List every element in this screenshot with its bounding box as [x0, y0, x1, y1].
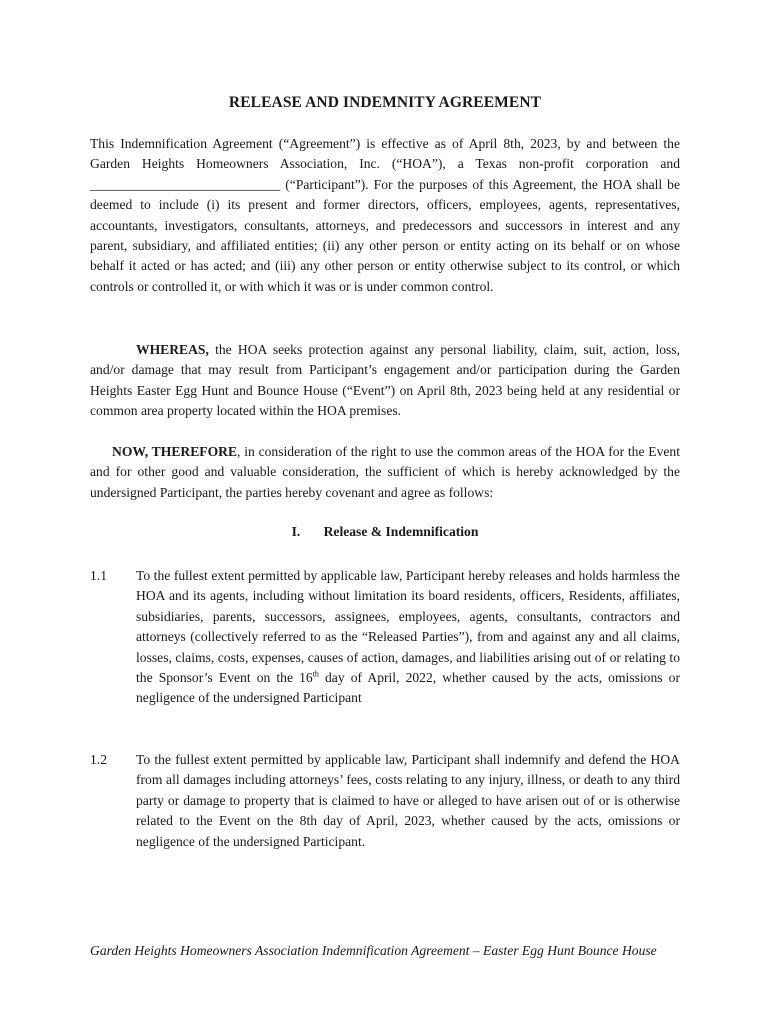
ordinal-suffix: th	[312, 669, 319, 679]
whereas-lead: WHEREAS,	[136, 342, 209, 357]
section-heading	[90, 524, 680, 540]
therefore-paragraph	[90, 442, 680, 503]
item-text	[136, 566, 680, 709]
page-footer: Garden Heights Homeowners Association Indemnification Agreement – Easter Egg Hunt Bounce House	[90, 943, 657, 958]
whereas-paragraph	[90, 340, 680, 422]
section-number: I.	[291, 524, 301, 539]
item-text-part: To the fullest extent permitted by applicable law, Participant hereby releases and holds harmless the HOA and its agents, including without limitation its board residents, officers, Residents, affiliates, subsidiaries, parents, successors, assignees, employees, agents, consultants, contractors and attorneys (collectively referred to as the “Released Parties”), from and against any and all claims, losses, claims, costs, expenses, causes of action, damages, and liabilities arising out of or relating to the Sponsor’s Event on the 16	[136, 568, 680, 686]
item-text-part: day of April, 2022, whether caused by the acts, omissions or negligence of the undersigned Participant	[136, 670, 680, 706]
therefore-text: , in consideration of the right to use the common areas of the HOA for the Event and for other good and valuable consideration, the sufficient of which is hereby acknowledged by the undersigned Participant, the parties hereby covenant and agree as follows:	[90, 444, 680, 500]
section-title: Release & Indemnification	[323, 524, 479, 539]
item-number: 1.2	[90, 752, 107, 767]
whereas-text: the HOA seeks protection against any personal liability, claim, suit, action, loss, and/or damage that may result from Participant’s engagement and/or participation during the Garden Heights Easter Egg Hunt and Bounce House (“Event”) on April 8th, 2023 being held at any residential or common area property located within the HOA premises.	[90, 342, 680, 419]
document-title: RELEASE AND INDEMNITY AGREEMENT	[228, 94, 542, 111]
item-text: To the fullest extent permitted by applicable law, Participant shall indemnify and defend the HOA from all damages including attorneys’ fees, costs relating to any injury, illness, or death to any third party or damage to property that is claimed to have or alleged to have arisen out of or is otherwise related to the Event on the 8th day of April, 2023, whether caused by the acts, omissions or negligence of the undersigned Participant.	[136, 752, 680, 849]
item-number: 1.1	[90, 568, 107, 583]
therefore-lead: NOW, THEREFORE	[112, 444, 238, 459]
intro-paragraph: This Indemnification Agreement (“Agreement”) is effective as of April 8th, 2023, by and between the Garden Heights Homeowners Association, Inc. (“HOA”), a Texas non-profit corporation and ____________________________ (“Participant”). For the purposes of this Agreement, the HOA shall be deemed to include (i) its present and former directors, officers, employees, agents, representatives, accountants, investigators, consultants, attorneys, and predecessors and successors in interest and any parent, subsidiary, and affiliated entities; (ii) any other person or entity acting on its behalf or on whose behalf it acted or has acted; and (iii) any other person or entity otherwise subject to its control, or which controls or controlled it, or with which it was or is under common control.	[90, 136, 680, 294]
